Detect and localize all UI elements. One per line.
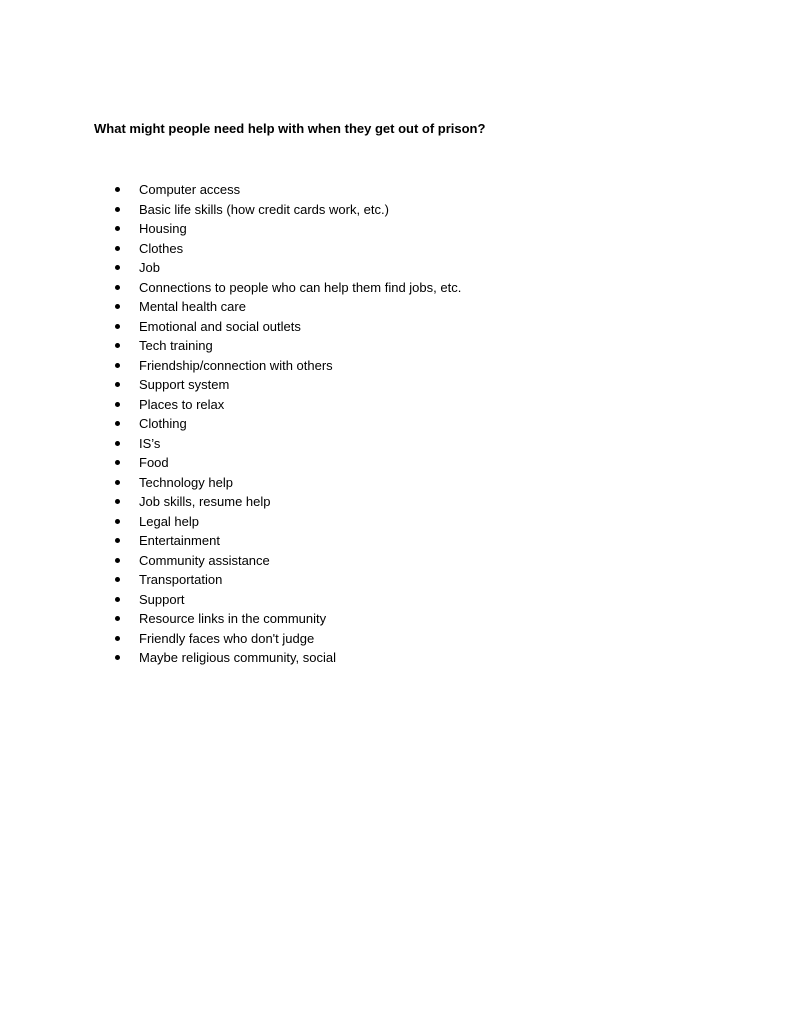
list-item-text: Computer access [139,182,241,197]
bullet-icon [115,285,120,290]
bullet-icon [115,324,120,329]
bullet-icon [115,577,120,582]
list-item-text: Friendly faces who don't judge [139,630,315,646]
list-item-text: Support system [139,377,230,392]
list-item-text: Community assistance [139,552,270,568]
list-item-text: Maybe religious community, social [139,650,336,665]
list-item-text: Places to relax [139,396,225,412]
bullet-icon [115,226,120,231]
bullet-icon [115,499,120,504]
bullet-icon [115,519,120,524]
list-item-text: Job skills, resume help [139,494,271,509]
list-item-text: Tech training [139,338,213,353]
bullet-icon [115,558,120,563]
bullet-icon [115,460,120,465]
bullet-icon [115,538,120,543]
document-heading: What might people need help with when they get out of prison? [94,121,486,136]
list-item-text: Connections to people who can help them find jobs, etc. [139,279,462,295]
bullet-icon [115,246,120,251]
bullet-icon [115,480,120,485]
bullet-icon [115,343,120,348]
list-item-text: Basic life skills (how credit cards work, etc.) [139,201,389,217]
bullet-icon [115,441,120,446]
bullet-icon [115,265,120,270]
list-item-text: Support [139,591,185,607]
list-item-text: Emotional and social outlets [139,318,301,334]
list-item-text: Clothes [139,240,184,256]
bullet-icon [115,207,120,212]
list-item-text: Job [139,260,160,275]
list-item-text: Transportation [139,572,223,587]
bullet-icon [115,304,120,309]
list-item-text: Resource links in the community [139,611,327,626]
list-item-text: Mental health care [139,299,246,314]
list-item-text: Clothing [139,416,187,431]
list-item-text: Legal help [139,513,199,529]
list-item-text: Friendship/connection with others [139,357,333,373]
bullet-icon [115,402,120,407]
list-item-text: Food [139,455,169,470]
bullet-icon [115,382,120,387]
list-item-text: Housing [139,221,187,236]
bullet-icon [115,655,120,660]
list-item-text: Entertainment [139,533,220,548]
bullet-icon [115,187,120,192]
bullet-icon [115,636,120,641]
list-item-text: Technology help [139,474,233,490]
bullet-icon [115,421,120,426]
bullet-icon [115,616,120,621]
bullet-icon [115,363,120,368]
list-item-text: IS’s [139,435,161,451]
bullet-icon [115,597,120,602]
